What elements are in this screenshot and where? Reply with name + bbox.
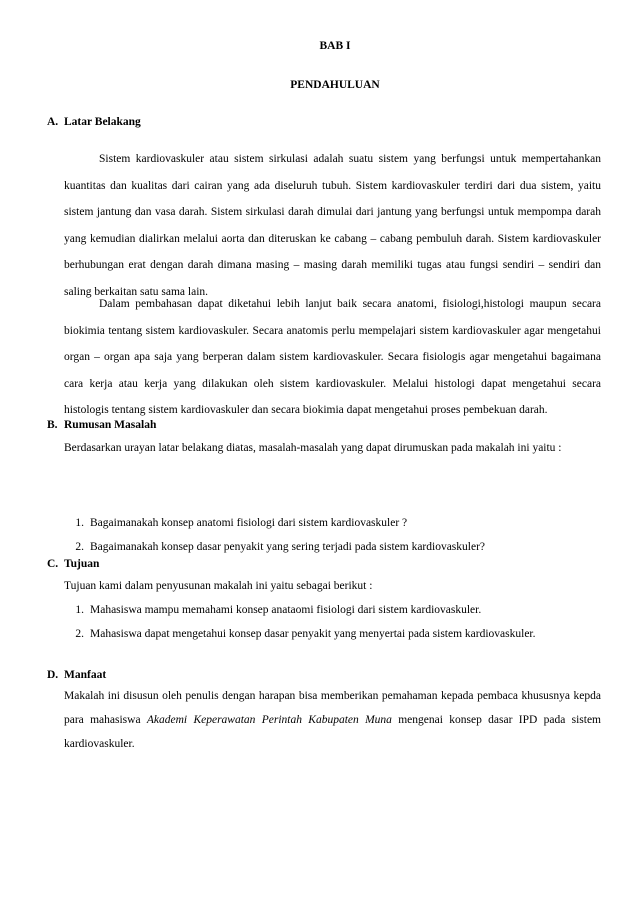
list-item-number: 2. [75, 628, 84, 640]
list-item-number: 1. [75, 604, 84, 616]
section-a-heading [47, 116, 141, 128]
list-item-text: Mahasiswa mampu memahami konsep anataomi fisiologi dari sistem kardiovaskuler. [90, 604, 482, 616]
section-d-text-after: mengenai konsep dasar IPD pada sistem kardiovaskuler. [64, 714, 602, 750]
list-item-number: 2. [75, 541, 84, 553]
list-item [64, 535, 601, 559]
section-b-title: Rumusan Masalah [64, 419, 157, 431]
list-item-text: Bagaimanakah konsep anatomi fisiologi dari sistem kardiovaskuler ? [90, 517, 408, 529]
section-c-list [64, 598, 601, 646]
list-item [64, 511, 601, 535]
section-d-institution-name: Akademi Keperawatan Perintah Kabupaten Muna [146, 714, 392, 726]
section-b-intro: Berdasarkan urayan latar belakang diatas, masalah-masalah yang dapat dirumuskan pada makalah ini yaitu : [64, 442, 562, 454]
chapter-label: BAB I [319, 40, 351, 52]
section-d-title: Manfaat [64, 669, 107, 681]
list-item-text: Bagaimanakah konsep dasar penyakit yang sering terjadi pada sistem kardiovaskuler? [90, 541, 486, 553]
chapter-title: PENDAHULUAN [290, 79, 380, 91]
section-c-letter: C. [47, 558, 59, 570]
list-item-number: 1. [75, 517, 84, 529]
list-item [64, 622, 601, 646]
section-b-list [64, 511, 601, 559]
section-d-text-before: Makalah ini disusun oleh penulis dengan harapan bisa memberikan pemahaman kepada pembaca khususnya kepda para mahasiswa [64, 690, 601, 726]
section-c-intro: Tujuan kami dalam penyusunan makalah ini yaitu sebagai berikut : [64, 580, 373, 592]
list-item [64, 598, 601, 622]
section-b-heading [47, 419, 156, 431]
section-d-heading [47, 669, 106, 681]
section-b-letter: B. [47, 419, 58, 431]
list-item-text: Mahasiswa dapat mengetahui konsep dasar penyakit yang menyertai pada sistem kardiovaskuler. [90, 628, 536, 640]
section-a-paragraph-2: Dalam pembahasan dapat diketahui lebih lanjut baik secara anatomi, fisiologi,histologi maupun secara biokimia tentang sistem kardiovaskuler. Secara anatomis perlu mempelajari sistem kardiovaskuler agar mengetahui organ – organ apa saja yang berperan dalam sistem kardiovaskuler. Secara fisiologis agar mengetahui bagaimana cara kerja atau kerja yang dilakukan oleh sistem kardiovaskuler. Melalui histologi dapat mengetahui secara histologis tentang sistem kardiovaskuler dan secara biokimia dapat mengetahui proses pembekuan darah. [64, 298, 601, 416]
section-a-paragraph-1: Sistem kardiovaskuler atau sistem sirkulasi adalah suatu sistem yang berfungsi untuk mempertahankan kuantitas dan kualitas dari cairan yang ada diseluruh tubuh. Sistem kardiovaskuler terdiri dari dua sistem, yaitu sistem jantung dan vasa darah. Sistem sirkulasi darah dimulai dari jantung yang berfungsi untuk mempompa darah yang kemudian dialirkan melalui aorta dan diteruskan ke cabang – cabang pembuluh darah. Sistem kardiovaskuler berhubungan erat dengan darah dimana masing – masing darah memiliki tugas atau fungsi sendiri – sendiri dan saling berkaitan satu sama lain. [64, 153, 601, 298]
section-c-heading [47, 558, 99, 570]
section-d-letter: D. [47, 669, 59, 681]
section-c-title: Tujuan [64, 558, 100, 570]
section-d-paragraph [64, 684, 601, 756]
section-a-title: Latar Belakang [64, 116, 141, 128]
section-a-letter: A. [47, 116, 59, 128]
